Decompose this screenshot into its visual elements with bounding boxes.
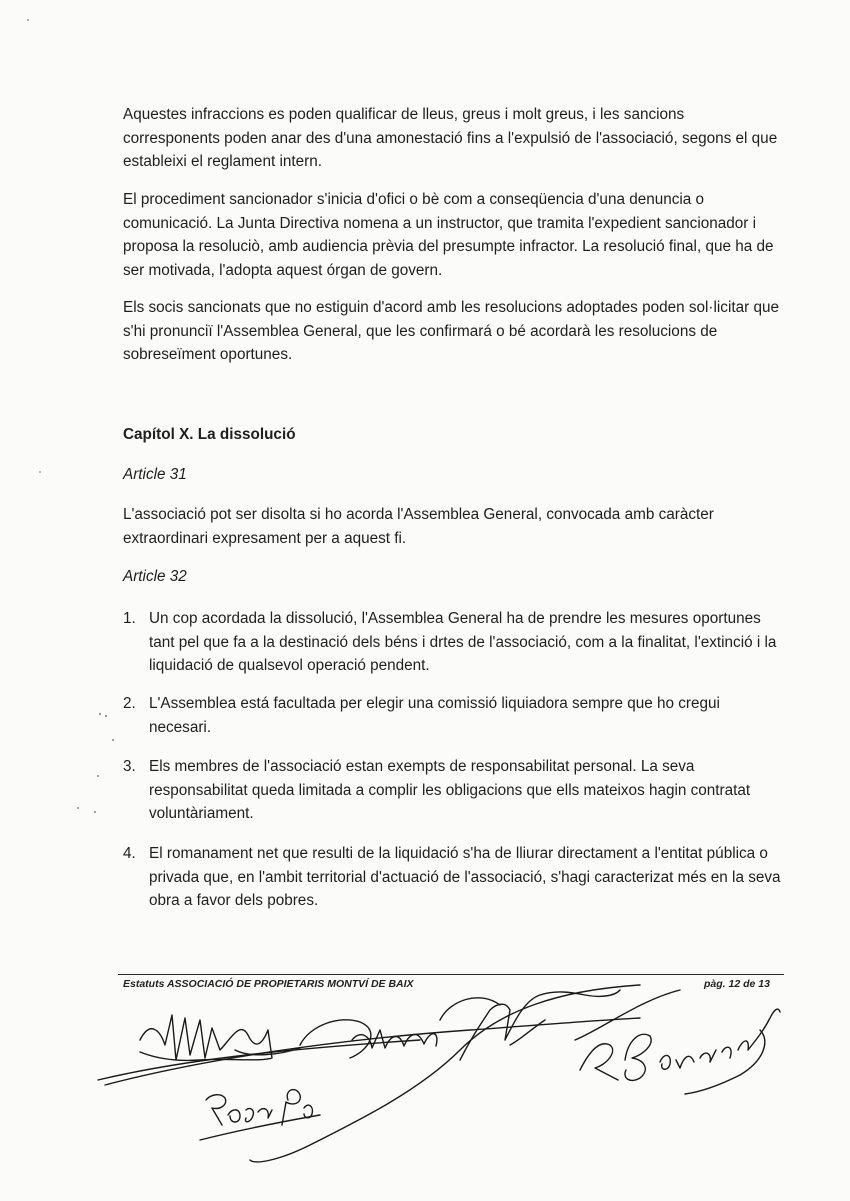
article-32-label: Article 32 [123,568,187,585]
list-item-text: Un cop acordada la dissolució, l'Assemblea General ha de prendre les mesures oportunes tant pel que fa a la destinació dels béns i drtes de l'associació, com a la finalitat, l'extinció i la liquidació de qualsevol operació pendent. [149,610,777,674]
paragraph-procedure: El procediment sancionador s'inicia d'ofici o bè com a conseqüencia d'una denuncia o comunicació. La Junta Directiva nomena a un instructor, que tramita l'expedient sancionador i proposa la resoluciò, amb audiencia prèvia del presumpte infractor. La resolució final, que ha de ser motivada, l'adopta aquest órgan de govern. [123,191,774,279]
list-item-number: 3. [123,758,136,775]
footer-title: Estatuts ASSOCIACIÓ DE PROPIETARIS MONTVÍ DE BAIX [123,978,414,990]
list-item-number: 1. [123,610,136,627]
page-number: pàg. 12 de 13 [704,978,770,990]
list-item-text: El romanament net que resulti de la liquidació s'ha de lliurar directament a l'entitat pública o privada que, en l'ambit territorial d'actuació de l'associació, s'hagi caracterizat més en la seva obra a favor dels pobres. [149,845,781,909]
list-item-text: L'Assemblea está facultada per elegir una comissió liquiadora sempre que ho cregui necesari. [149,695,720,736]
list-item-text: Els membres de l'associació estan exempts de responsabilitat personal. La seva responsabilitat queda limitada a complir les obligacions que ells mateixos hagin contratat voluntàriament. [149,758,751,822]
paragraph-infractions: Aquestes infraccions es poden qualificar de lleus, greus i molt greus, i les sancions corresponents poden anar des d'una amonestació fins a l'expulsió de l'associació, segons el que estableixi el reglament intern. [123,106,778,170]
article-31-text: L'associació pot ser disolta si ho acorda l'Assemblea General, convocada amb caràcter extraordinari expresament per a aquest fi. [123,506,714,547]
article-31-label: Article 31 [123,466,187,483]
paragraph-appeals: Els socis sancionats que no estiguin d'acord amb les resolucions adoptades poden sol·licitar que s'hi pronunciï l'Assemblea General, que les confirmará o bé acordarà les resolucions de sobreseïment oportunes. [123,299,779,363]
list-item-number: 4. [123,845,136,862]
chapter-title: Capítol X. La dissolució [123,426,296,443]
list-item-number: 2. [123,695,136,712]
signature-1 [140,1015,272,1060]
